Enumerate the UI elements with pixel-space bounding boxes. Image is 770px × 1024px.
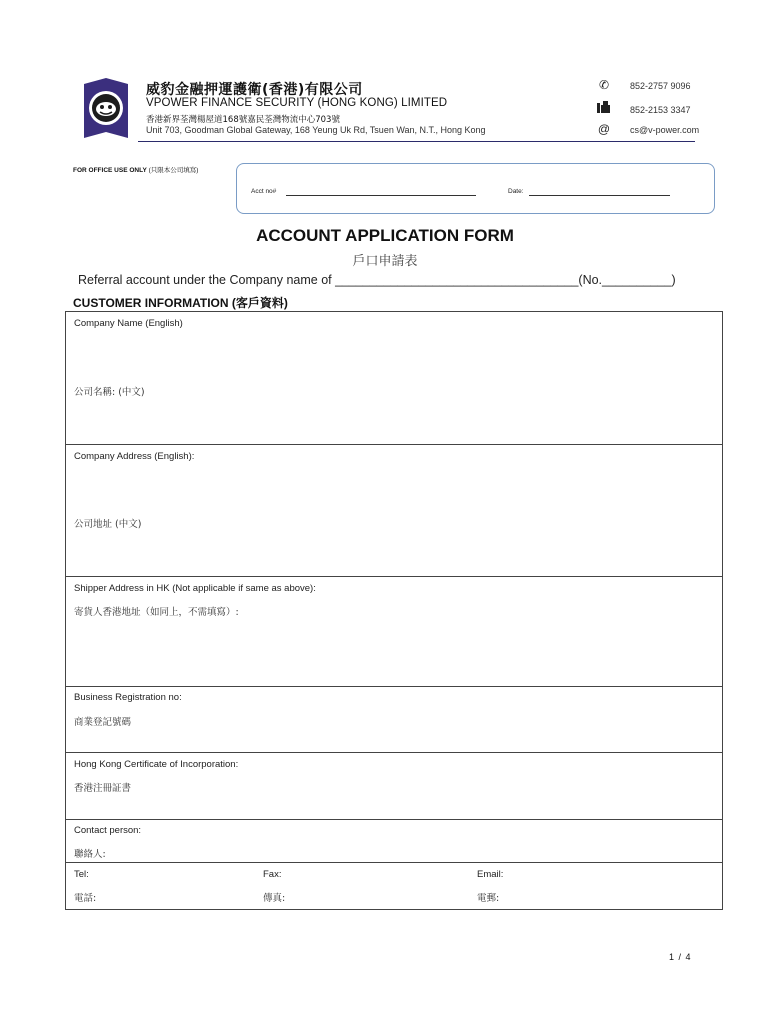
header-email: cs@v-power.com [630,125,700,135]
customer-info-table [65,311,723,910]
contact-person-row[interactable] [66,820,722,863]
company-name-en-label: Company Name (English) [74,318,183,329]
company-name-row[interactable] [66,312,722,445]
company-address-cn: 香港新界荃灣楊屋道168號嘉民荃灣物流中心703號 [146,115,340,125]
company-address-en-label: Company Address (English): [74,451,195,462]
contact-person-cn-label: 聯絡人: [74,849,106,860]
header-fax: 852-2153 3347 [630,105,691,115]
email-cn-label: 電郵: [477,893,500,904]
fax-en-label: Fax: [263,869,282,880]
office-use-box [236,163,715,214]
company-logo [82,78,130,140]
office-date-field[interactable] [529,195,670,196]
header-divider [138,141,695,142]
email-icon: @ [597,122,611,136]
br-no-en-label: Business Registration no: [74,692,182,703]
contact-person-en-label: Contact person: [74,825,142,836]
shipper-address-row[interactable] [66,577,722,687]
company-name-en: VPOWER FINANCE SECURITY (HONG KONG) LIMITED [146,97,448,109]
email-en-label: Email: [477,869,504,880]
company-name-cn-label: 公司名稱: (中文) [74,387,145,398]
form-title-cn: 戶口申請表 [352,254,418,269]
referral-line[interactable]: Referral account under the Company name of ___________________________________(No.__________) [78,273,676,287]
tel-en-label: Tel: [74,869,89,880]
office-use-label: FOR OFFICE USE ONLY (只限本公司填寫) [73,167,199,174]
tel-cn-label: 電話: [74,893,97,904]
company-address-en: Unit 703, Goodman Global Gateway, 168 Yeung Uk Rd, Tsuen Wan, N.T., Hong Kong [146,125,486,135]
br-no-cn-label: 商業登記號碼 [74,717,132,728]
company-name-cn: 威豹金融押運護衛(香港)有限公司 [146,82,363,98]
acct-no-field[interactable] [286,195,476,196]
shipper-address-cn-label: 寄貨人香港地址（如同上，不需填寫）: [74,607,239,618]
shipper-address-en-label: Shipper Address in HK (Not applicable if same as above): [74,583,316,594]
company-address-row[interactable] [66,445,722,577]
office-date-label: Date: [508,188,524,195]
fax-cn-label: 傳真: [263,893,286,904]
acct-no-label: Acct no# [251,188,277,195]
ci-en-label: Hong Kong Certificate of Incorporation: [74,759,239,770]
ci-cn-label: 香港注冊証書 [74,783,132,794]
form-title: ACCOUNT APPLICATION FORM [256,226,514,245]
ci-row[interactable] [66,753,722,820]
phone-icon: ✆ [598,78,610,92]
page-number: 1 / 4 [669,952,692,962]
section-title-customer-info: CUSTOMER INFORMATION (客戶資料) [73,296,288,310]
header-phone: 852-2757 9096 [630,81,691,91]
fax-icon [597,101,611,116]
br-no-row[interactable] [66,687,722,753]
company-address-cn-label: 公司地址 (中文) [74,519,142,530]
contact-numbers-row[interactable] [66,863,722,909]
